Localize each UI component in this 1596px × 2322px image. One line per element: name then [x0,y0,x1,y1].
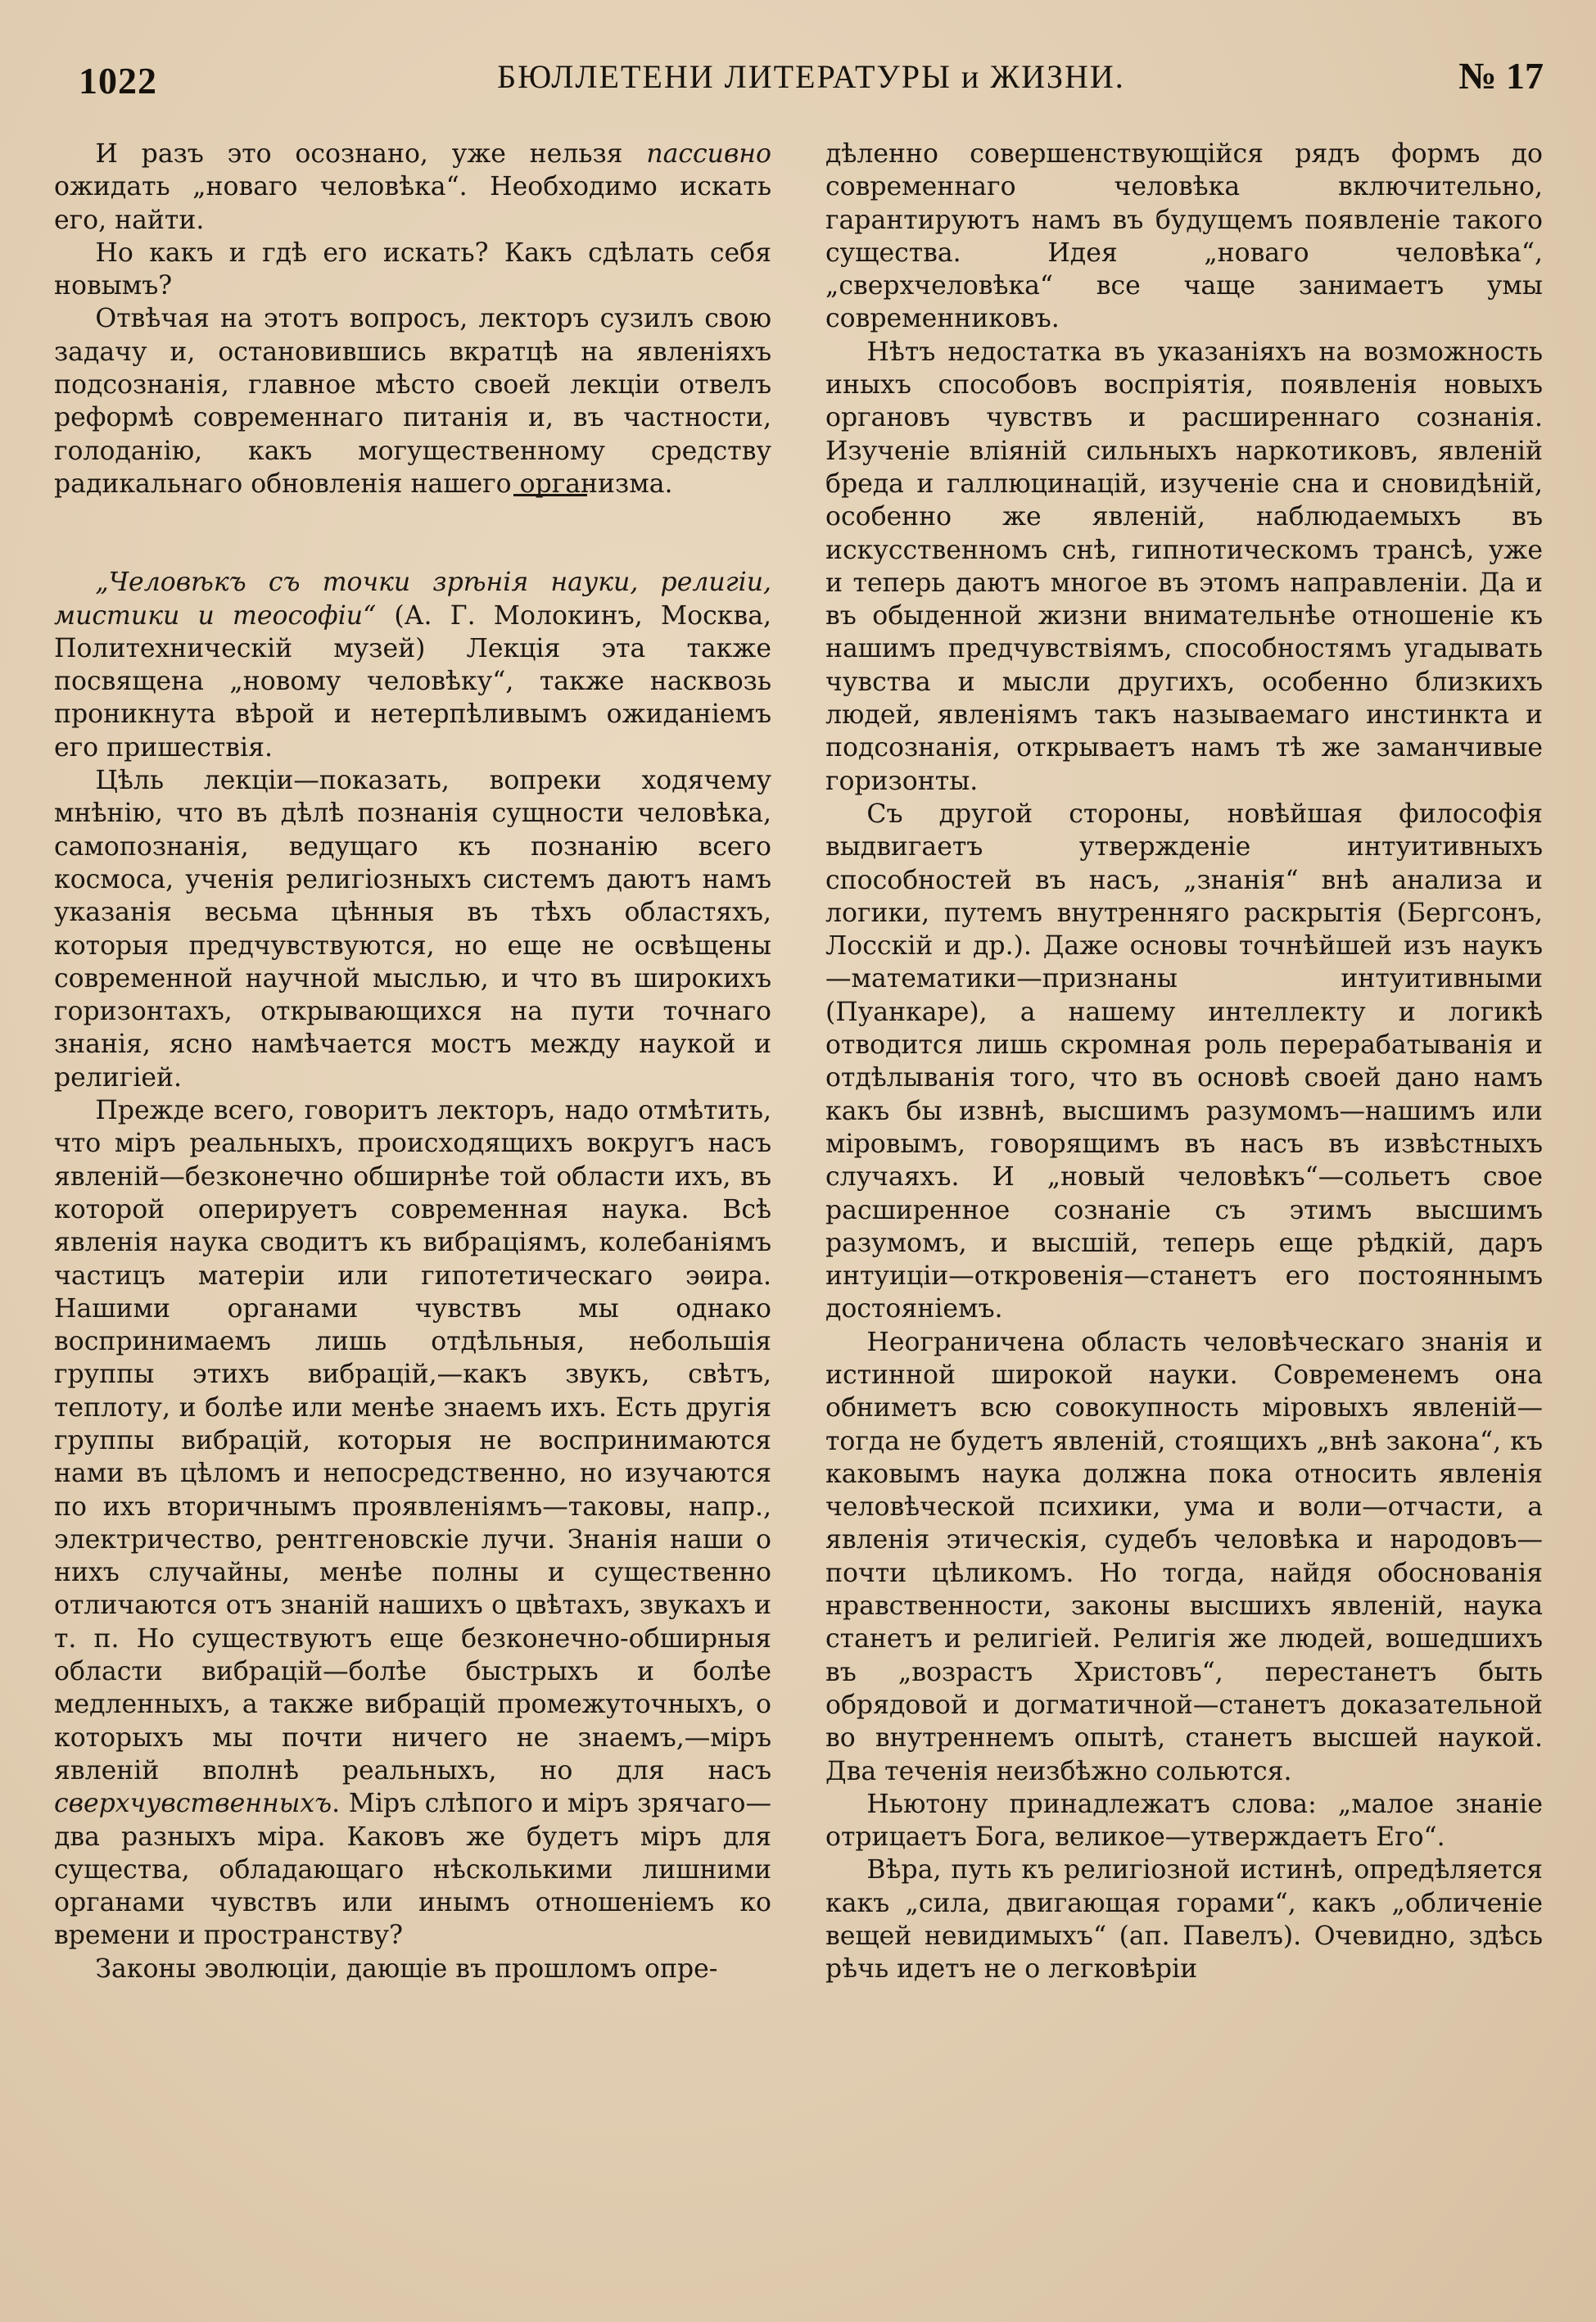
paragraph: Прежде всего, говоритъ лекторъ, надо отмѣтить, что міръ реальныхъ, происходящихъ вокругъ насъ явленій—безконечно обширнѣе той области ихъ, въ которой оперируетъ современная наука. Всѣ явленія наука сводитъ къ вибраціямъ, колебаніямъ частицъ матеріи или гипотетическаго эѳира. Нашими органами чувствъ мы однако воспринимаемъ лишь отдѣльныя, небольшія группы этихъ вибрацій,—какъ звукъ, свѣтъ, теплоту, и болѣе или менѣе знаемъ ихъ. Есть другія группы вибрацій, которыя не воспринимаются нами въ цѣломъ и непосредственно, но изучаются по ихъ вторичнымъ проявленіямъ—таковы, напр., электричество, рентгеновскіе лучи. Знанія наши о нихъ случайны, менѣе полны и существенно отличаются отъ знаній нашихъ о цвѣтахъ, звукахъ и т. п. Но существуютъ еще безконечно-обширныя области вибрацій—болѣе быстрыхъ и болѣе медленныхъ, а также вибрацій промежуточныхъ, о которыхъ мы почти ничего не знаемъ,—міръ явленій вполнѣ реальныхъ, но для насъ сверхчувственныхъ. Міръ слѣпого и міръ зрячаго—два разныхъ міра. Каковъ же будетъ міръ для существа, обладающаго нѣсколькими лишними органами чувствъ или инымъ отношеніемъ ко времени и пространству? [54,1096,771,1951]
page-header [79,51,1544,108]
paragraph: Цѣль лекціи—показать, вопреки ходячему мнѣнію, что въ дѣлѣ познанія сущности человѣка, самопознанія, ведущаго къ познанію всего космоса, ученія религіозныхъ системъ даютъ намъ указанія весьма цѣнныя въ тѣхъ областяхъ, которыя предчувствуются, но еще не освѣщены современной научной мыслью, и что въ широкихъ горизонтахъ, открывающихся на пути точнаго знанія, ясно намѣчается мостъ между наукой и религіей. [54,766,771,1093]
issue-number: № 17 [1458,55,1544,97]
paragraph: Законы эволюціи, дающіе въ прошломъ опре- [95,1953,718,1984]
paragraph: Съ другой стороны, новѣйшая философія выдвигаетъ утвержденіе интуитивныхъ способностей въ насъ, „знанія“ внѣ анализа и логики, путемъ внутренняго раскрытія (Бергсонъ, Лосскій и др.). Даже основы точнѣйшей изъ наукъ—математики—признаны интуитивными (Пуанкаре), а нашему интеллекту и логикѣ отводится лишь скромная роль перерабатыванія и отдѣлыванія того, что въ основѣ своей дано намъ какъ бы извнѣ, высшимъ разумомъ—нашимъ или міровымъ, говорящимъ въ насъ въ извѣстныхъ случаяхъ. И „новый человѣкъ“—сольетъ свое расширенное сознаніе съ этимъ высшимъ разумомъ, и высшій, теперь еще рѣдкій, даръ интуиціи—откровенія—станетъ его постояннымъ достояніемъ. [825,799,1543,1324]
paragraph: Неограничена область человѣческаго знанія и истинной широкой науки. Современемъ она обниметъ всю совокупность міровыхъ явленій—тогда не будетъ явленій, стоящихъ „внѣ закона“, къ каковымъ наука должна пока относить явленія человѣческой психики, ума и воли—отчасти, а явленія этическія, судебъ человѣка и народовъ—почти цѣликомъ. Но тогда, найдя обоснованія нравственности, законы высшихъ явленій, наука станетъ и религіей. Религія же людей, вошедшихъ въ „возрастъ Христовъ“, перестанетъ быть обрядовой и догматичной—станетъ доказательной во внутреннемъ опытѣ, станетъ высшей наукой. Два теченія неизбѣжно сольются. [825,1327,1543,1786]
paragraph: „Человѣкъ съ точки зрѣнія науки, религіи, мистики и теософіи“ (А. Г. Молокинъ, Москва, Политехническій музей) Лекція эта также посвящена „новому человѣку“, также насквозь проникнута вѣрой и нетерпѣливымъ ожиданіемъ его пришествія. [54,568,771,763]
section-divider [54,500,771,533]
paragraph: дѣленно совершенствующійся рядъ формъ до современнаго человѣка включительно, гарантируютъ намъ въ будущемъ появленіе такого существа. Идея „новаго человѣка“, „сверхчеловѣка“ все чаще занимаетъ умы современниковъ. [825,139,1543,334]
paragraph: И разъ это осознано, уже нельзя пассивно ожидать „новаго человѣка“. Необходимо искать его, найти. [54,139,771,235]
paragraph: Отвѣчая на этотъ вопросъ, лекторъ сузилъ свою задачу и, остановившись вкратцѣ на явленіяхъ подсознанія, главное мѣсто своей лекціи отвелъ реформѣ современнаго питанія и, въ частности, голоданію, какъ могущественному средству радикальнаго обновленія нашего организма. [54,304,771,499]
paragraph: Нѣтъ недостатка въ указаніяхъ на возможность иныхъ способовъ воспріятія, появленія новыхъ органовъ чувствъ и расширеннаго сознанія. Изученіе вліяній сильныхъ наркотиковъ, явленій бреда и галлюцинацій, изученіе сна и сновидѣній, особенно же явленій, наблюдаемыхъ въ искусственномъ снѣ, гипнотическомъ трансѣ, уже и теперь даютъ многое въ этомъ направленіи. Да и въ обыденной жизни внимательнѣе отношеніе къ нашимъ предчувствіямъ, способностямъ угадывать чувства и мысли другихъ, особенно близкихъ людей, явленіямъ такъ называемаго инстинкта и подсознанія, открываетъ намъ тѣ же заманчивые горизонты. [825,337,1543,796]
paragraph: Ньютону принадлежатъ слова: „малое знаніе отрицаетъ Бога, великое—утверждаетъ Его“. [825,1789,1543,1853]
journal-title: БЮЛЛЕТЕНИ ЛИТЕРАТУРЫ и ЖИЗНИ. [497,58,1125,95]
paragraph: Вѣра, путь къ религіозной истинѣ, опредѣляется какъ „сила, двигающая горами“, какъ „обличеніе вещей невидимыхъ“ (ап. Павелъ). Очевидно, здѣсь рѣчь идетъ не о легковѣріи [825,1855,1543,1985]
lecture-title: „Человѣкъ съ точки зрѣнія науки, религіи, мистики и теософіи“ [54,568,771,631]
page-number: 1022 [79,60,157,102]
right-column [825,138,1543,1986]
left-column [54,138,771,1985]
paragraph: Но какъ и гдѣ его искать? Какъ сдѣлать себя новымъ? [54,238,771,301]
